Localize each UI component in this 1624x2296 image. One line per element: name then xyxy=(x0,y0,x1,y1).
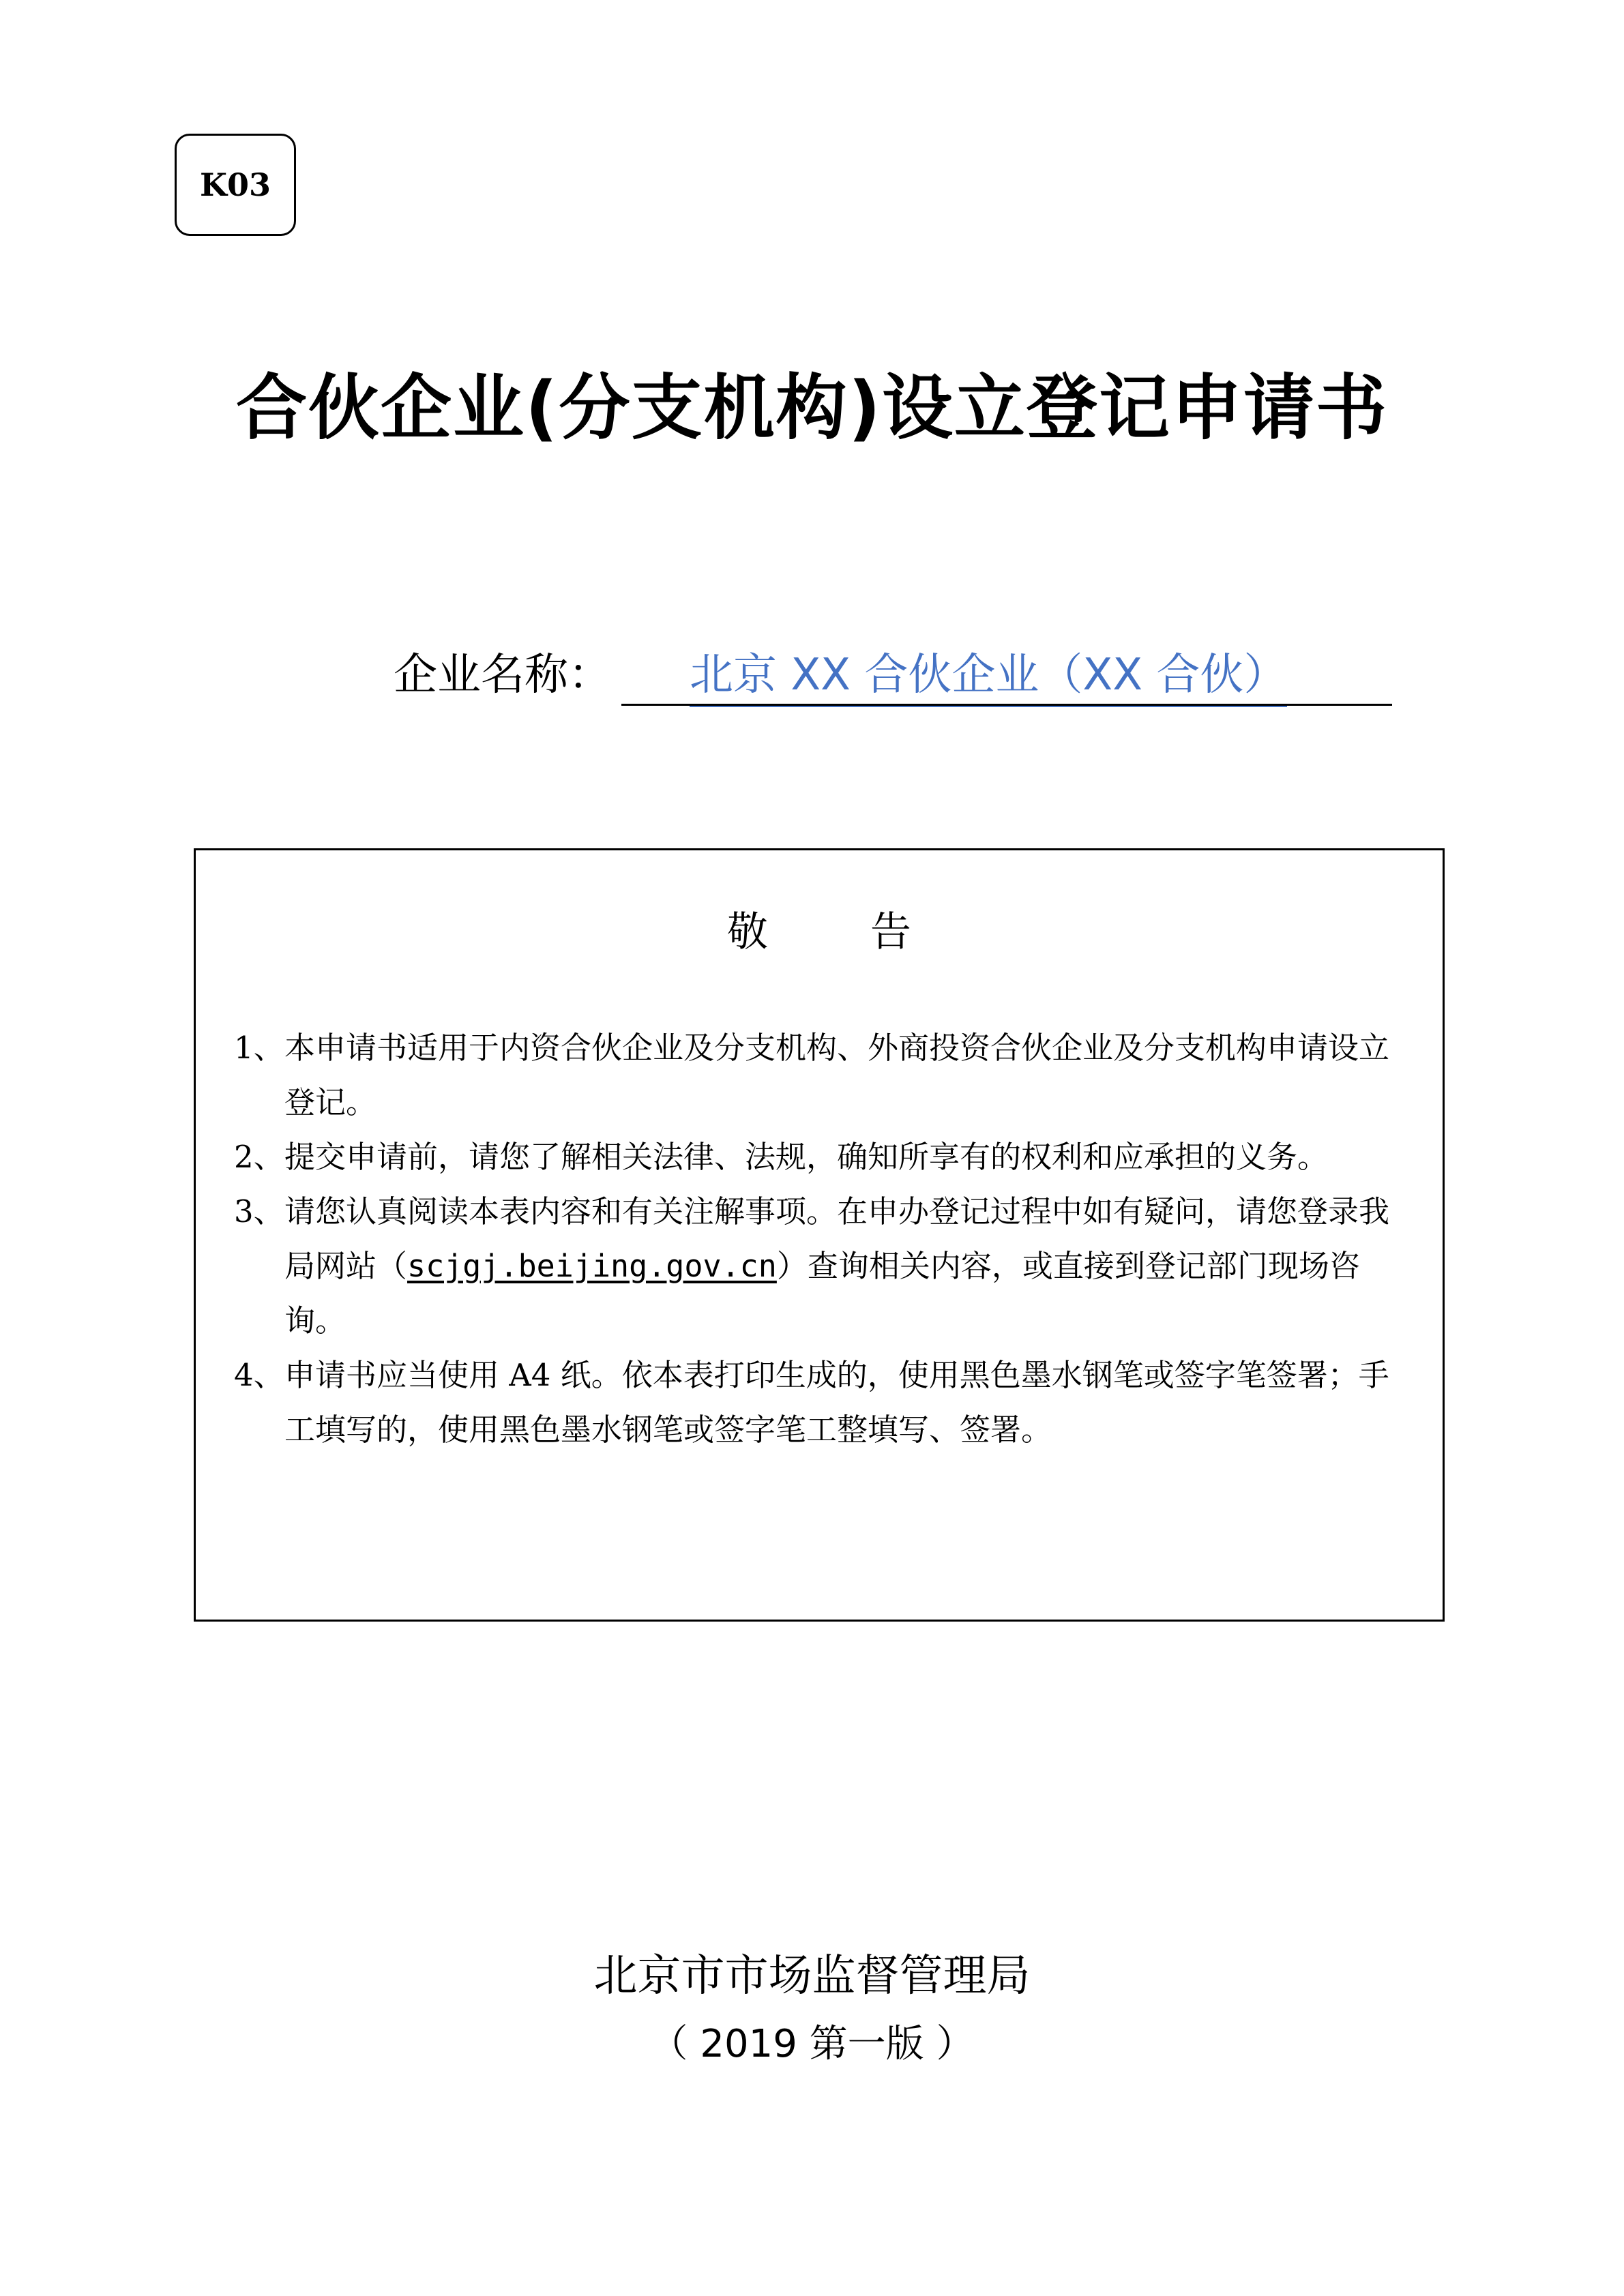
enterprise-name-label: 企业名称： xyxy=(394,650,612,700)
notice-title xyxy=(196,905,1443,959)
notice-item-number: 4、 xyxy=(234,1357,284,1393)
notice-item-number: 1、 xyxy=(234,1030,284,1066)
enterprise-name-value: 北京 XX 合伙企业（XX 合伙） xyxy=(690,644,1287,707)
notice-title-char-1: 敬 xyxy=(727,908,768,956)
notice-item-2 xyxy=(234,1130,1407,1184)
notice-list xyxy=(234,1021,1407,1457)
notice-item-text: 提交申请前，请您了解相关法律、法规，确知所享有的权利和应承担的义务。 xyxy=(284,1139,1329,1175)
website-link[interactable]: scjgj.beijing.gov.cn xyxy=(407,1248,777,1284)
issuer-name: 北京市市场监督管理局 xyxy=(593,1951,1031,2001)
notice-item-3 xyxy=(234,1184,1407,1348)
notice-item-text: 本申请书适用于内资合伙企业及分支机构、外商投资合伙企业及分支机构申请设立登记。 xyxy=(284,1030,1390,1120)
enterprise-name-row xyxy=(394,644,1392,706)
edition-label: （ 2019 第一版 ） xyxy=(649,2022,975,2066)
form-code: K03 xyxy=(200,166,271,203)
notice-item-number: 2、 xyxy=(234,1139,284,1175)
form-code-badge xyxy=(175,134,296,236)
notice-box xyxy=(194,848,1445,1622)
notice-item-text-before: 请您认真阅读本表内容和有关注解事项。在申办登记过程中如有疑问，请您登录我局网站（ xyxy=(284,1193,1390,1284)
enterprise-name-field[interactable] xyxy=(621,644,1392,706)
notice-title-char-2: 告 xyxy=(870,908,911,956)
notice-item-1 xyxy=(234,1021,1407,1130)
notice-item-text-after: ）查询相关内容，或直接到登记部门现场咨询。 xyxy=(284,1248,1360,1339)
notice-item-text: 申请书应当使用 A4 纸。依本表打印生成的，使用黑色墨水钢笔或签字笔签署；手工填写的，使用黑色墨水钢笔或签字笔工整填写、签署。 xyxy=(284,1357,1389,1448)
document-title: 合伙企业(分支机构)设立登记申请书 xyxy=(235,366,1389,449)
notice-item-number: 3、 xyxy=(234,1193,284,1229)
notice-item-4 xyxy=(234,1348,1407,1457)
